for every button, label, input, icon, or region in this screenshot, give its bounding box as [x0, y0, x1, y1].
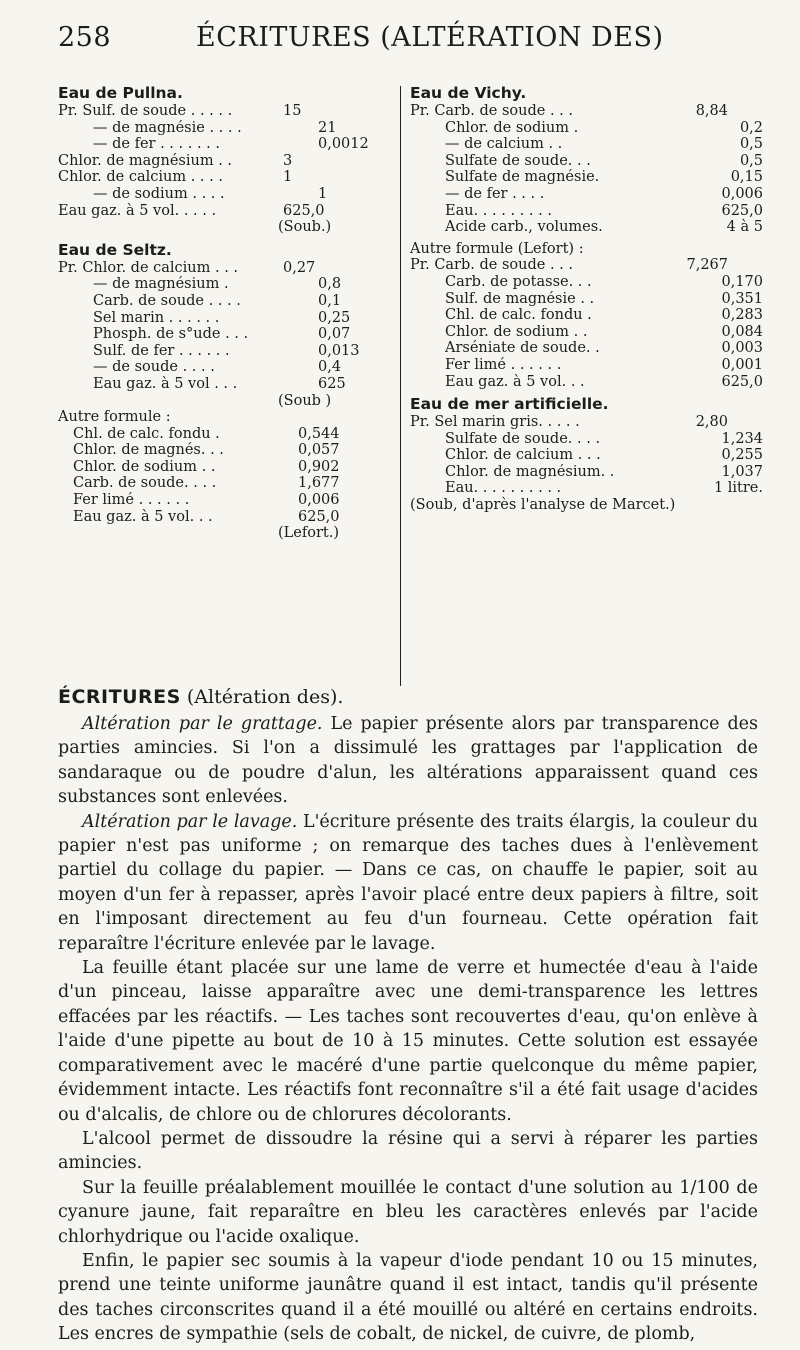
table-row — [58, 293, 388, 310]
row-value: 0,084 — [721, 323, 763, 340]
grattage-title: Altération par le grattage. — [82, 714, 323, 734]
row-value: 0,5 — [739, 152, 763, 169]
row-value: 1,234 — [721, 430, 763, 447]
row-value: 0,25 — [318, 309, 351, 326]
row-value: 0,902 — [298, 458, 340, 475]
table-row — [410, 480, 763, 497]
table-row — [58, 376, 388, 393]
row-label: Sulfate de soude. . . . — [445, 430, 601, 447]
table-row — [410, 373, 763, 391]
row-label: Carb. de soude. . . . — [73, 475, 217, 492]
article-heading-main: ÉCRITURES — [58, 686, 181, 708]
left-column — [58, 84, 388, 542]
table-row — [58, 475, 388, 492]
row-label: Chlor. de sodium . . — [73, 458, 216, 475]
row-value: 625 — [318, 375, 346, 392]
row-label: Chlor. de calcium . . . . — [58, 169, 223, 186]
row-value: 1,677 — [298, 475, 340, 492]
pullna-source: (Soub.) — [278, 219, 332, 236]
table-row — [410, 323, 763, 341]
table-row — [410, 103, 750, 120]
row-value: 0,057 — [298, 442, 340, 459]
row-label: Fer limé . . . . . . — [445, 356, 562, 373]
running-title: ÉCRITURES (ALTÉRATION DES) — [196, 22, 664, 53]
row-label: Chlor. de magnésium . . — [58, 152, 233, 169]
table-row — [58, 343, 388, 360]
row-label: — de magnésium . — [93, 276, 229, 293]
row-value: 0,006 — [721, 185, 763, 202]
table-row — [58, 459, 388, 476]
table-row — [58, 169, 388, 186]
right-column — [410, 84, 763, 514]
paragraph-iode: Enfin, le papier sec soumis à la vapeur d'iode pendant 10 ou 15 minutes, prend une teinte uniforme jaunâtre quand il est intact, tandis qu'il présente des taches circonscrites quand il a été mouillé ou altéré en certains endroits. Les encres de sympathie (sels de cobalt, de nickel, de cuivre, de plomb, — [58, 1250, 758, 1345]
row-value: 8,84 — [695, 103, 728, 119]
mer-source: (Soub, d'après l'analyse de Marcet.) — [410, 497, 676, 514]
row-label: Carb. de potasse. . . — [445, 273, 592, 290]
table-row — [410, 290, 763, 308]
page-number: 258 — [58, 22, 112, 53]
row-value: 0,351 — [721, 290, 763, 307]
table-row — [58, 326, 388, 343]
row-value: 21 — [318, 119, 337, 136]
row-value: 625,0 — [721, 373, 763, 390]
row-value: 0,170 — [721, 273, 763, 290]
article-body — [58, 684, 758, 1347]
row-label: Eau. . . . . . . . . — [445, 202, 552, 219]
table-row — [58, 310, 388, 327]
section-title-mer: Eau de mer artificielle. — [410, 395, 609, 414]
paragraph-lavage — [58, 810, 758, 956]
seltz-list — [58, 260, 388, 393]
table-row — [58, 426, 388, 443]
row-label: Chl. de calc. fondu . — [73, 425, 220, 442]
table-row — [410, 414, 750, 431]
row-label: Pr. Chlor. de calcium . . . — [58, 259, 239, 276]
table-row — [58, 153, 388, 170]
row-label: Fer limé . . . . . . — [73, 492, 190, 509]
row-label: Chl. de calc. fondu . — [445, 307, 592, 324]
row-label: Chlor. de sodium . . — [445, 323, 588, 340]
row-value: 625,0 — [283, 202, 325, 219]
table-row — [410, 169, 763, 186]
seltz-source: (Soub ) — [278, 392, 332, 409]
row-label: Sel marin . . . . . . — [93, 309, 220, 326]
autre-source: (Lefort.) — [278, 525, 339, 542]
row-value: 0,0012 — [318, 136, 369, 153]
table-row — [58, 186, 388, 203]
row-label: Sulfate de soude. . . — [445, 152, 591, 169]
article-heading — [58, 684, 758, 710]
row-label: Chlor. de magnésium. . — [445, 463, 615, 480]
row-value: 0,27 — [283, 259, 316, 276]
row-label: Eau gaz. à 5 vol. . . . . — [58, 202, 217, 219]
row-value: 0,2 — [739, 119, 763, 136]
table-row — [58, 120, 388, 137]
autre-list — [58, 426, 388, 526]
row-label: — de sodium . . . . — [93, 185, 225, 202]
row-value: 4 à 5 — [726, 219, 763, 236]
table-row — [410, 152, 763, 170]
table-row — [410, 202, 763, 220]
table-row — [58, 509, 388, 526]
table-row — [58, 136, 388, 153]
section-title-seltz: Eau de Seltz. — [58, 240, 172, 259]
row-label: Chlor. de sodium . — [445, 119, 579, 136]
row-label: Carb. de soude . . . . — [93, 292, 241, 309]
table-row — [58, 103, 388, 120]
pullna-list — [58, 103, 388, 219]
vichy-list — [410, 103, 763, 236]
row-value: 0,07 — [318, 326, 351, 343]
row-value: 1 — [318, 185, 328, 202]
table-row — [410, 119, 763, 137]
row-label: Pr. Sulf. de soude . . . . . — [58, 103, 233, 119]
row-label: Chlor. de magnés. . . — [73, 442, 224, 459]
row-value: 0,8 — [318, 276, 342, 293]
row-value: 625,0 — [721, 202, 763, 219]
autre-lefort-title: Autre formule (Lefort) : — [410, 240, 584, 257]
row-label: — de calcium . . — [445, 136, 563, 153]
section-title-vichy: Eau de Vichy. — [410, 84, 527, 102]
row-value: 625,0 — [298, 508, 340, 525]
row-label: — de fer . . . . . . . — [93, 136, 220, 153]
table-row — [410, 273, 763, 291]
table-row — [410, 185, 763, 203]
row-value: 1 litre. — [713, 480, 763, 497]
table-row — [58, 203, 388, 220]
grattage-text: Le papier présente alors par transparence des parties amincies. Si l'on a dissimulé les grattages par l'application de sandaraque ou de poudre d'alun, les altérations apparaissent quand ces substances sont enlevées. — [58, 714, 758, 808]
row-label: Arséniate de soude. . — [445, 340, 600, 357]
row-value: 0,001 — [721, 356, 763, 373]
table-row — [58, 276, 388, 293]
table-row — [58, 442, 388, 459]
lefort-list — [410, 257, 763, 390]
row-label: Acide carb., volumes. — [445, 219, 603, 236]
row-label: Eau. . . . . . . . . . — [445, 480, 562, 497]
row-label: Pr. Carb. de soude . . . — [410, 103, 573, 119]
lavage-title: Altération par le lavage. — [82, 811, 298, 832]
row-label: Sulf. de fer . . . . . . — [93, 342, 230, 359]
paragraph-feuille: La feuille étant placée sur une lame de verre et humectée d'eau à l'aide d'un pinceau, laisse apparaître avec une demi-transparence les lettres effacées par les réactifs. — Les taches sont recouvertes d'eau, qu'on enlève à l'aide d'une pipette au bout de 10 à 15 minutes. Cette solution est essayée comparativement avec le macéré d'une partie quelconque du même papier, évidemment intacte. Les réactifs font reconnaître s'il a été fait usage d'acides ou d'alcalis, de chlore ou de chlorures décolorants. — [58, 958, 758, 1125]
article-heading-rest: (Altération des). — [186, 686, 344, 708]
row-value: 1 — [283, 169, 293, 186]
autre-formule-title: Autre formule : — [58, 409, 171, 426]
row-label: Sulfate de magnésie. — [445, 169, 600, 186]
section-title-pullna: Eau de Pullna. — [58, 84, 183, 102]
table-row — [410, 136, 763, 153]
table-row — [58, 492, 388, 509]
lavage-text: L'écriture présente des traits élargis, la couleur du papier n'est pas uniforme ; on remarque des taches dues à l'enlèvement partiel du collage du papier. — Dans ce cas, on chauffe le papier, soit au moyen d'un fer à repasser, après l'avoir placé entre deux papiers à filtre, soit en l'imposant directement au feu d'un fourneau. Cette opération fait reparaître l'écriture enlevée par le lavage. — [58, 811, 758, 954]
paragraph-cyanure: Sur la feuille préalablement mouillée le contact d'une solution au 1/100 de cyanure jaune, fait reparaître en bleu les caractères enlevés par l'acide chlorhydrique ou l'acide oxalique. — [58, 1177, 758, 1247]
row-value: 7,267 — [686, 257, 728, 274]
row-value: 0,5 — [739, 136, 763, 153]
row-label: Eau gaz. à 5 vol. . . — [73, 508, 213, 525]
row-label: Eau gaz. à 5 vol. . . — [445, 373, 585, 390]
table-row — [410, 307, 763, 324]
row-label: — de magnésie . . . . — [93, 119, 242, 136]
table-row — [410, 447, 763, 464]
table-row — [58, 260, 388, 277]
row-label: Eau gaz. à 5 vol . . . — [93, 375, 238, 392]
table-row — [58, 359, 388, 376]
row-label: Sulf. de magnésie . . — [445, 290, 595, 307]
row-label: — de fer . . . . — [445, 185, 545, 202]
row-value: 0,013 — [318, 342, 360, 359]
table-row — [410, 219, 763, 236]
table-row — [410, 257, 750, 274]
row-value: 0,15 — [730, 169, 763, 186]
row-label: Pr. Sel marin gris. . . . . — [410, 414, 580, 431]
page-header — [58, 16, 758, 56]
row-value: 0,006 — [298, 492, 340, 509]
row-label: Pr. Carb. de soude . . . — [410, 257, 573, 274]
row-label: Chlor. de calcium . . . — [445, 447, 601, 464]
row-value: 3 — [283, 152, 293, 169]
row-value: 0,4 — [318, 359, 342, 376]
row-label: — de soude . . . . — [93, 359, 215, 376]
row-value: 0,1 — [318, 292, 342, 309]
row-value: 0,003 — [721, 340, 763, 357]
row-value: 0,255 — [721, 447, 763, 464]
paragraph-alcool: L'alcool permet de dissoudre la résine qui a servi à réparer les parties amincies. — [58, 1128, 758, 1174]
table-row — [410, 356, 763, 374]
table-row — [410, 430, 763, 448]
paragraph-grattage — [58, 712, 758, 810]
row-value: 0,544 — [298, 425, 340, 442]
row-value: 15 — [283, 103, 302, 119]
row-label: Phosph. de s°ude . . . — [93, 326, 249, 343]
table-row — [410, 340, 763, 357]
mer-list — [410, 414, 763, 497]
row-value: 2,80 — [695, 414, 728, 431]
row-value: 0,283 — [721, 307, 763, 324]
row-value: 1,037 — [721, 463, 763, 480]
table-row — [410, 463, 763, 481]
